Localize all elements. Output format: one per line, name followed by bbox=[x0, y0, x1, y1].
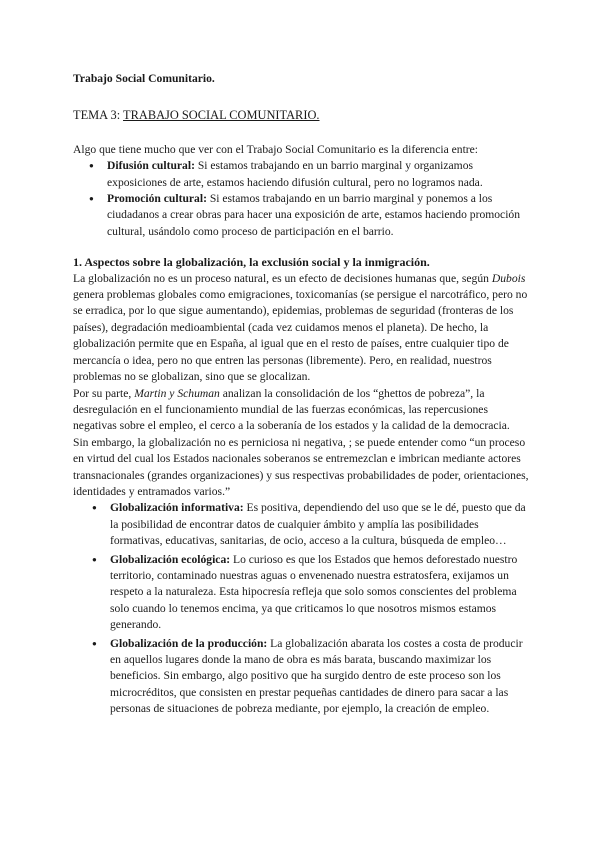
bullet-text: Si estamos trabajando en un barrio marginal y organizamos exposiciones de arte, estamos haciendo difusión cultural, pero no logramos nada. bbox=[107, 159, 483, 189]
intro-paragraph: Algo que tiene mucho que ver con el Trabajo Social Comunitario es la diferencia entre: bbox=[73, 142, 479, 156]
globalization-bullet-list bbox=[73, 500, 530, 717]
list-item bbox=[110, 500, 530, 549]
list-item bbox=[110, 636, 530, 718]
paragraph-text: Por su parte, bbox=[73, 386, 135, 400]
list-item bbox=[107, 158, 530, 191]
body-paragraph bbox=[73, 271, 530, 386]
bullet-term: Globalización ecológica: bbox=[110, 552, 231, 566]
list-item bbox=[107, 191, 530, 240]
bullet-term: Globalización informativa: bbox=[110, 501, 244, 515]
theme-heading bbox=[73, 107, 530, 123]
bullet-text: Si estamos trabajando en un barrio marginal y ponemos a los ciudadanos a crear obras para hacer una exposición de arte, estamos haciendo promoción cultural, usándolo como proceso de participación en el barrio. bbox=[107, 192, 521, 238]
bullet-text: Es positiva, dependiendo del uso que se le dé, puesto que da la posibilidad de encontrar datos de cualquier ámbito y amplía las posibilidades formativas, educativas, sanitarias, de ocio, acceso a la cultura, búsqueda de empleo… bbox=[110, 501, 526, 548]
theme-prefix: TEMA 3: bbox=[73, 108, 124, 123]
bullet-text: Lo curioso es que los Estados que hemos deforestado nuestro territorio, contaminado nuestras aguas o envenenado nuestra estratosfera, exijamos un respeto a la naturaleza. Esta hipocresía refleja que solo somos conscientes del problema solo cuando lo tenemos encima, ya que criticamos lo que nosotros mismos estamos generando. bbox=[110, 552, 518, 632]
bullet-term: Globalización de la producción: bbox=[110, 636, 268, 650]
bullet-term: Difusión cultural: bbox=[107, 159, 195, 173]
list-item bbox=[110, 552, 530, 634]
bullet-text: La globalización abarata los costes a costa de producir en aquellos lugares donde la mano de obra es más barata, buscando maximizar los beneficios. Sin embargo, algo positivo que ha surgido dentro de este proceso son los microcréditos, que consisten en prestar pequeñas cantidades de dinero para sacar a las personas de situaciones de pobreza mediante, por ejemplo, la creación de empleo. bbox=[110, 636, 523, 716]
paragraph-text: La globalización no es un proceso natural, es un efecto de decisiones humanas que, según bbox=[73, 271, 492, 285]
paragraph-text: analizan la consolidación de los “ghettos de pobreza”, la desregulación en el funcionamiento mundial de las fuerzas económicas, las repercusiones negativas sobre el empleo, el cerco a la soberanía de los estados y la calidad de la democracia. bbox=[73, 386, 510, 433]
cited-author: Dubois bbox=[491, 271, 526, 285]
cited-author: Martin y Schuman bbox=[134, 386, 220, 400]
bullet-term: Promoción cultural: bbox=[107, 192, 207, 206]
document-title: Trabajo Social Comunitario. bbox=[73, 72, 215, 85]
intro-bullet-list bbox=[73, 158, 530, 240]
paragraph-text: genera problemas globales como emigraciones, toxicomanías (se persigue el narcotráfico, pero no se erradica, por lo que sigue aumentando), epidemias, problemas de seguridad (fronteras de los países), degradación medioambiental (cada vez cuidamos menos el planeta). De hecho, la globalización permite que en España, al igual que en el resto de países, entre cualquier tipo de mercancía o idea, pero no que entren las personas (libremente). Pero, en realidad, nuestros problemas no se globalizan, sino que se glocalizan. bbox=[73, 288, 528, 384]
theme-name: TRABAJO SOCIAL COMUNITARIO. bbox=[123, 108, 320, 123]
body-paragraph: Sin embargo, la globalización no es perniciosa ni negativa, ; se puede entender como “un proceso en virtud del cual los Estados nacionales soberanos se entremezclan e imbrican mediante actores transnacionales (grandes organizaciones) y sus respectivas probabilidades de poder, orientaciones, identidades y entramados varios.” bbox=[73, 435, 529, 498]
body-paragraph bbox=[73, 386, 530, 435]
section-heading: 1. Aspectos sobre la globalización, la exclusión social y la inmigración. bbox=[73, 255, 430, 270]
